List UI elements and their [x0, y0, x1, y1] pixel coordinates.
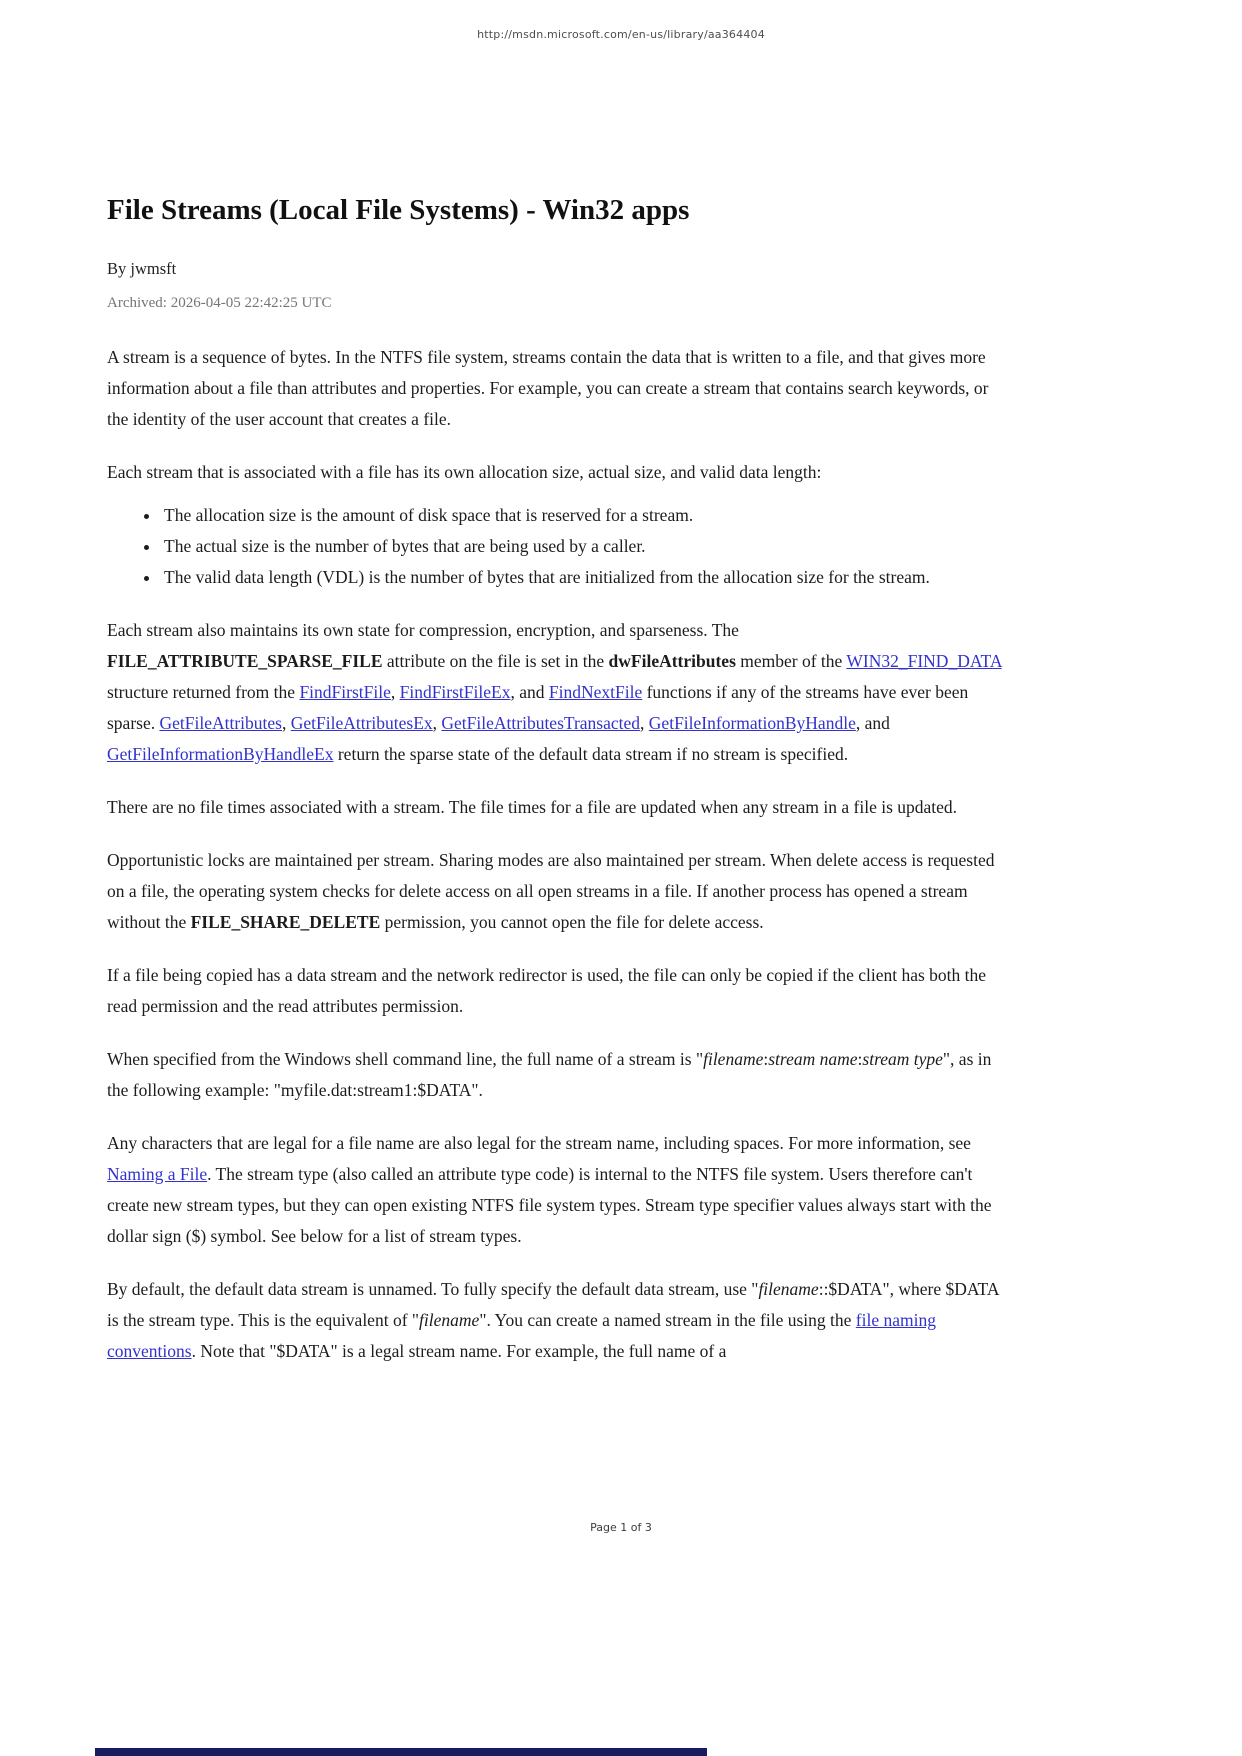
paragraph	[107, 792, 1003, 823]
byline: By jwmsft	[107, 259, 177, 278]
text-run: By default, the default data stream is unnamed. To fully specify the default data stream, use "	[107, 1279, 759, 1299]
text-run: , and	[510, 682, 549, 702]
text-run: permission, you cannot open the file for delete access.	[380, 912, 764, 932]
text-run: , and	[855, 713, 890, 733]
link-naming-a-file[interactable]: Naming a File	[107, 1164, 208, 1184]
paragraph	[107, 960, 1003, 1022]
article-body	[107, 342, 1003, 1367]
text-run: FILE_ATTRIBUTE_SPARSE_FILE	[107, 651, 383, 671]
text-run: ,	[281, 713, 291, 733]
text-run: structure returned from the	[107, 682, 300, 702]
text-run: ::$DATA", where $DATA is the stream type. This is the equivalent of "	[107, 1279, 999, 1330]
bullet-list	[107, 500, 1003, 593]
text-run: member of the	[735, 651, 847, 671]
text-run: FILE_SHARE_DELETE	[190, 912, 381, 932]
text-run: :	[857, 1049, 863, 1069]
list-item	[161, 531, 1003, 562]
text-run: . The stream type (also called an attribute type code) is internal to the NTFS file system. Users therefore can't create new stream types, but they can open existing NTFS file system types. Stream type specifier values always start with the dollar sign ($) symbol. See below for a list of stream types.	[107, 1164, 992, 1246]
text-run: There are no file times associated with a stream. The file times for a file are updated when any stream in a file is updated.	[107, 797, 958, 817]
text-run: dwFileAttributes	[608, 651, 736, 671]
paragraph	[107, 1128, 1003, 1252]
text-run: stream type	[862, 1049, 943, 1069]
text-run: When specified from the Windows shell command line, the full name of a stream is "	[107, 1049, 704, 1069]
paragraph	[107, 457, 1003, 488]
text-run: A stream is a sequence of bytes. In the NTFS file system, streams contain the data that is written to a file, and that gives more information about a file than attributes and properties. For example, you can create a stream that contains search keywords, or the identity of the user account that creates a file.	[107, 347, 989, 429]
paragraph	[107, 845, 1003, 938]
text-run: The actual size is the number of bytes that are being used by a caller.	[164, 536, 646, 556]
text-run: If a file being copied has a data stream and the network redirector is used, the file can only be copied if the client has both the read permission and the read attributes permission.	[107, 965, 987, 1016]
list-item	[161, 562, 1003, 593]
text-run: Any characters that are legal for a file name are also legal for the stream name, including spaces. For more information, see	[107, 1133, 971, 1153]
header-url: http://msdn.microsoft.com/en-us/library/aa364404	[477, 28, 765, 41]
text-run: ". You can create a named stream in the file using the	[479, 1310, 856, 1330]
text-run: ,	[640, 713, 649, 733]
text-run: :	[763, 1049, 769, 1069]
link-getfileattributes[interactable]: GetFileAttributes	[159, 713, 282, 733]
text-run: attribute on the file is set in the	[382, 651, 609, 671]
link-findfirstfile[interactable]: FindFirstFile	[299, 682, 391, 702]
next-page-strip	[95, 1748, 707, 1756]
text-run: ", as in the following example: "myfile.dat:stream1:$DATA".	[107, 1049, 992, 1100]
text-run: . Note that "$DATA" is a legal stream name. For example, the full name of a	[191, 1341, 727, 1361]
link-findfirstfileex[interactable]: FindFirstFileEx	[399, 682, 511, 702]
paragraph	[107, 1044, 1003, 1106]
text-run: ,	[432, 713, 442, 733]
list-item	[161, 500, 1003, 531]
link-getfileattributestransacted[interactable]: GetFileAttributesTransacted	[441, 713, 641, 733]
archived-timestamp: Archived: 2026-04-05 22:42:25 UTC	[107, 295, 332, 311]
document-content	[107, 0, 1003, 1367]
footer-page-number: Page 1 of 3	[590, 1521, 652, 1534]
text-run: Each stream that is associated with a file has its own allocation size, actual size, and valid data length:	[107, 462, 822, 482]
text-run: Each stream also maintains its own state for compression, encryption, and sparseness. The	[107, 620, 739, 640]
link-getfileinformationbyhandle[interactable]: GetFileInformationByHandle	[648, 713, 856, 733]
link-file-naming-conventions[interactable]: file naming conventions	[107, 1310, 936, 1361]
text-run: filename	[703, 1049, 764, 1069]
link-findnextfile[interactable]: FindNextFile	[548, 682, 643, 702]
paragraph	[107, 342, 1003, 435]
link-win32-find-data[interactable]: WIN32_FIND_DATA	[846, 651, 1002, 671]
text-run: functions if any of the streams have ever been sparse.	[107, 682, 969, 733]
text-run: stream name	[768, 1049, 858, 1069]
text-run: Opportunistic locks are maintained per stream. Sharing modes are also maintained per stream. When delete access is requested on a file, the operating system checks for delete access on all open streams in a file. If another process has opened a stream without the	[107, 850, 995, 932]
paragraph	[107, 615, 1003, 770]
text-run: The allocation size is the amount of disk space that is reserved for a stream.	[164, 505, 694, 525]
text-run: return the sparse state of the default data stream if no stream is specified.	[333, 744, 849, 764]
page-title: File Streams (Local File Systems) - Win32 apps	[107, 194, 690, 226]
text-run: filename	[419, 1310, 480, 1330]
text-run: The valid data length (VDL) is the number of bytes that are initialized from the allocation size for the stream.	[164, 567, 930, 587]
text-run: filename	[758, 1279, 819, 1299]
link-getfileattributesex[interactable]: GetFileAttributesEx	[290, 713, 433, 733]
text-run: ,	[390, 682, 400, 702]
paragraph	[107, 1274, 1003, 1367]
link-getfileinformationbyhandleex[interactable]: GetFileInformationByHandleEx	[107, 744, 334, 764]
